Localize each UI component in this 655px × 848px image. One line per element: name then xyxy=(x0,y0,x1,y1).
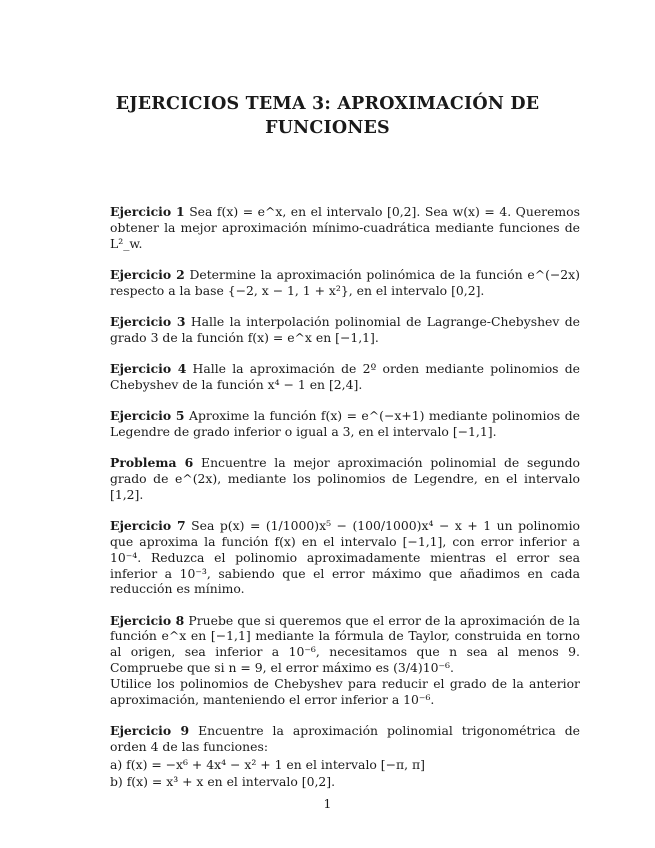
exercise-list xyxy=(110,204,580,806)
exercise-label: Ejercicio 8 xyxy=(110,612,185,628)
exercise-item-a: a) f(x) = −x⁶ + 4x⁴ − x² + 1 en el intervalo [−π, π] xyxy=(110,756,426,772)
exercise-5 xyxy=(110,408,580,440)
exercise-text: Halle la aproximación de 2º orden mediante polinomios de Chebyshev de la función x⁴ − 1 en [2,4]. xyxy=(110,361,580,392)
exercise-label: Ejercicio 1 xyxy=(110,204,185,219)
title-line-2: FUNCIONES xyxy=(265,118,390,138)
exercise-item-b: b) f(x) = x³ + x en el intervalo [0,2]. xyxy=(110,774,336,790)
exercise-2 xyxy=(110,267,580,299)
exercise-7 xyxy=(110,518,580,597)
exercise-label: Ejercicio 7 xyxy=(110,518,186,534)
exercise-8 xyxy=(110,613,580,708)
exercise-text: Encuentre la aproximación polinomial trigonométrica de orden 4 de las funciones: xyxy=(110,722,580,754)
exercise-label: Ejercicio 3 xyxy=(110,313,186,329)
problem-6 xyxy=(110,455,580,502)
exercise-9 xyxy=(110,723,580,790)
title-line-1: EJERCICIOS TEMA 3: APROXIMACIÓN DE xyxy=(115,94,540,114)
page-number: 1 xyxy=(323,796,332,811)
exercise-label: Ejercicio 4 xyxy=(110,361,187,377)
exercise-text: Sea f(x) = e^x, en el intervalo [0,2]. Sea w(x) = 4. Queremos obtener la mejor aproximación mínimo-cuadrática mediante funciones de L²_w. xyxy=(110,204,580,251)
exercise-text: Halle la interpolación polinomial de Lagrange-Chebyshev de grado 3 de la función f(x) = e^x en [−1,1]. xyxy=(110,313,580,345)
exercise-text: Aproxime la función f(x) = e^(−x+1) mediante polinomios de Legendre de grado inferior o igual a 3, en el intervalo [−1,1]. xyxy=(110,408,580,439)
exercise-label: Problema 6 xyxy=(110,455,194,471)
exercise-text: Encuentre la mejor aproximación polinomial de segundo grado de e^(2x), mediante los polinomios de Legendre, en el intervalo [1,2]. xyxy=(110,455,580,502)
exercise-label: Ejercicio 5 xyxy=(110,408,185,424)
exercise-3 xyxy=(110,314,580,346)
exercise-label: Ejercicio 2 xyxy=(110,266,185,282)
exercise-text-continued: Utilice los polinomios de Chebyshev para reducir el grado de la anterior aproximación, manteniendo el error inferior a 10⁻⁶. xyxy=(110,675,580,707)
exercise-4 xyxy=(110,361,580,393)
exercise-label: Ejercicio 9 xyxy=(110,722,190,738)
exercise-text: Pruebe que si queremos que el error de la aproximación de la función e^x en [−1,1] mediante la fórmula de Taylor, construida en torno al origen, sea inferior a 10⁻⁶, necesitamos que n sea al menos 9. Compruebe que si n = 9, el error máximo es (3/4)10⁻⁶. xyxy=(110,612,580,676)
exercise-text: Sea p(x) = (1/1000)x⁵ − (100/1000)x⁴ − x + 1 un polinomio que aproxima la función f(x) en el intervalo [−1,1], con error inferior a 10⁻⁴. Reduzca el polinomio aproximadamente mientras el error sea inferior a 10⁻³, sabiendo que el error máximo que añadimos en cada reducción es mínimo. xyxy=(110,518,580,597)
page-title xyxy=(90,92,565,140)
exercise-text: Determine la aproximación polinómica de la función e^(−2x) respecto a la base {−2, x − 1, 1 + x²}, en el intervalo [0,2]. xyxy=(110,266,580,298)
exercise-1 xyxy=(110,204,580,251)
